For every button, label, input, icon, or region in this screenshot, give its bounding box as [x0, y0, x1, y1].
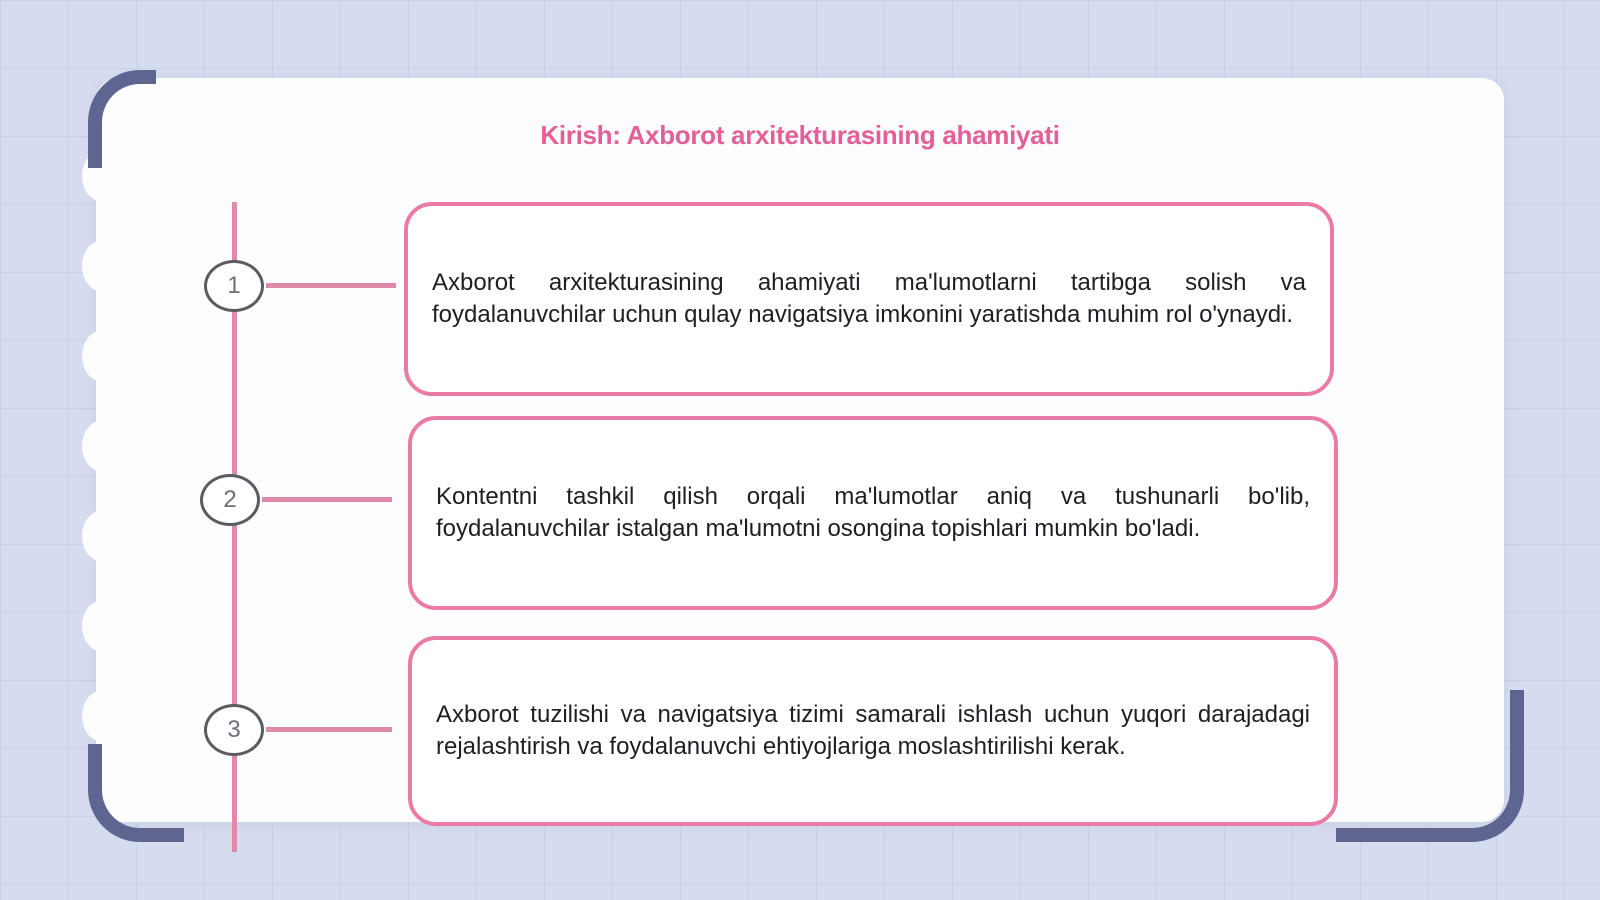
- step-box-1: [404, 202, 1334, 396]
- step-number: 1: [227, 272, 241, 299]
- step-number: 3: [227, 716, 241, 743]
- step-marker-2: [200, 474, 260, 526]
- step-box-2: [408, 416, 1338, 610]
- notebook-scallop: [82, 600, 124, 652]
- notebook-scallop: [82, 510, 124, 562]
- corner-bracket-bottom-right: [1336, 690, 1524, 842]
- step-text: Kontentni tashkil qilish orqali ma'lumotlar aniq va tushunarli bo'lib, foydalanuvchilar istalgan ma'lumotni osongina topishlari mumkin bo'ladi.: [436, 483, 1310, 542]
- notebook-scallop: [82, 330, 124, 382]
- step-box-3: [408, 636, 1338, 826]
- timeline-branch-1: [266, 283, 396, 288]
- timeline-branch-3: [266, 727, 392, 732]
- corner-bracket-top-left: [88, 70, 156, 168]
- timeline-branch-2: [262, 497, 392, 502]
- step-text: Axborot tuzilishi va navigatsiya tizimi samarali ishlash uchun yuqori darajadagi rejalashtirish va foydalanuvchi ehtiyojlariga moslashtirilishi kerak.: [436, 701, 1310, 760]
- step-marker-1: [204, 260, 264, 312]
- notebook-scallop: [82, 690, 124, 742]
- notebook-scallop: [82, 240, 124, 292]
- step-number: 2: [223, 486, 237, 513]
- step-text: Axborot arxitekturasining ahamiyati ma'lumotlarni tartibga solish va foydalanuvchilar uchun qulay navigatsiya imkonini yaratishda muhim rol o'ynaydi.: [432, 269, 1306, 328]
- step-marker-3: [204, 704, 264, 756]
- notebook-scallop: [82, 420, 124, 472]
- corner-bracket-bottom-left: [88, 744, 184, 842]
- slide-title: Kirish: Axborot arxitekturasining ahamiyati: [540, 120, 1060, 150]
